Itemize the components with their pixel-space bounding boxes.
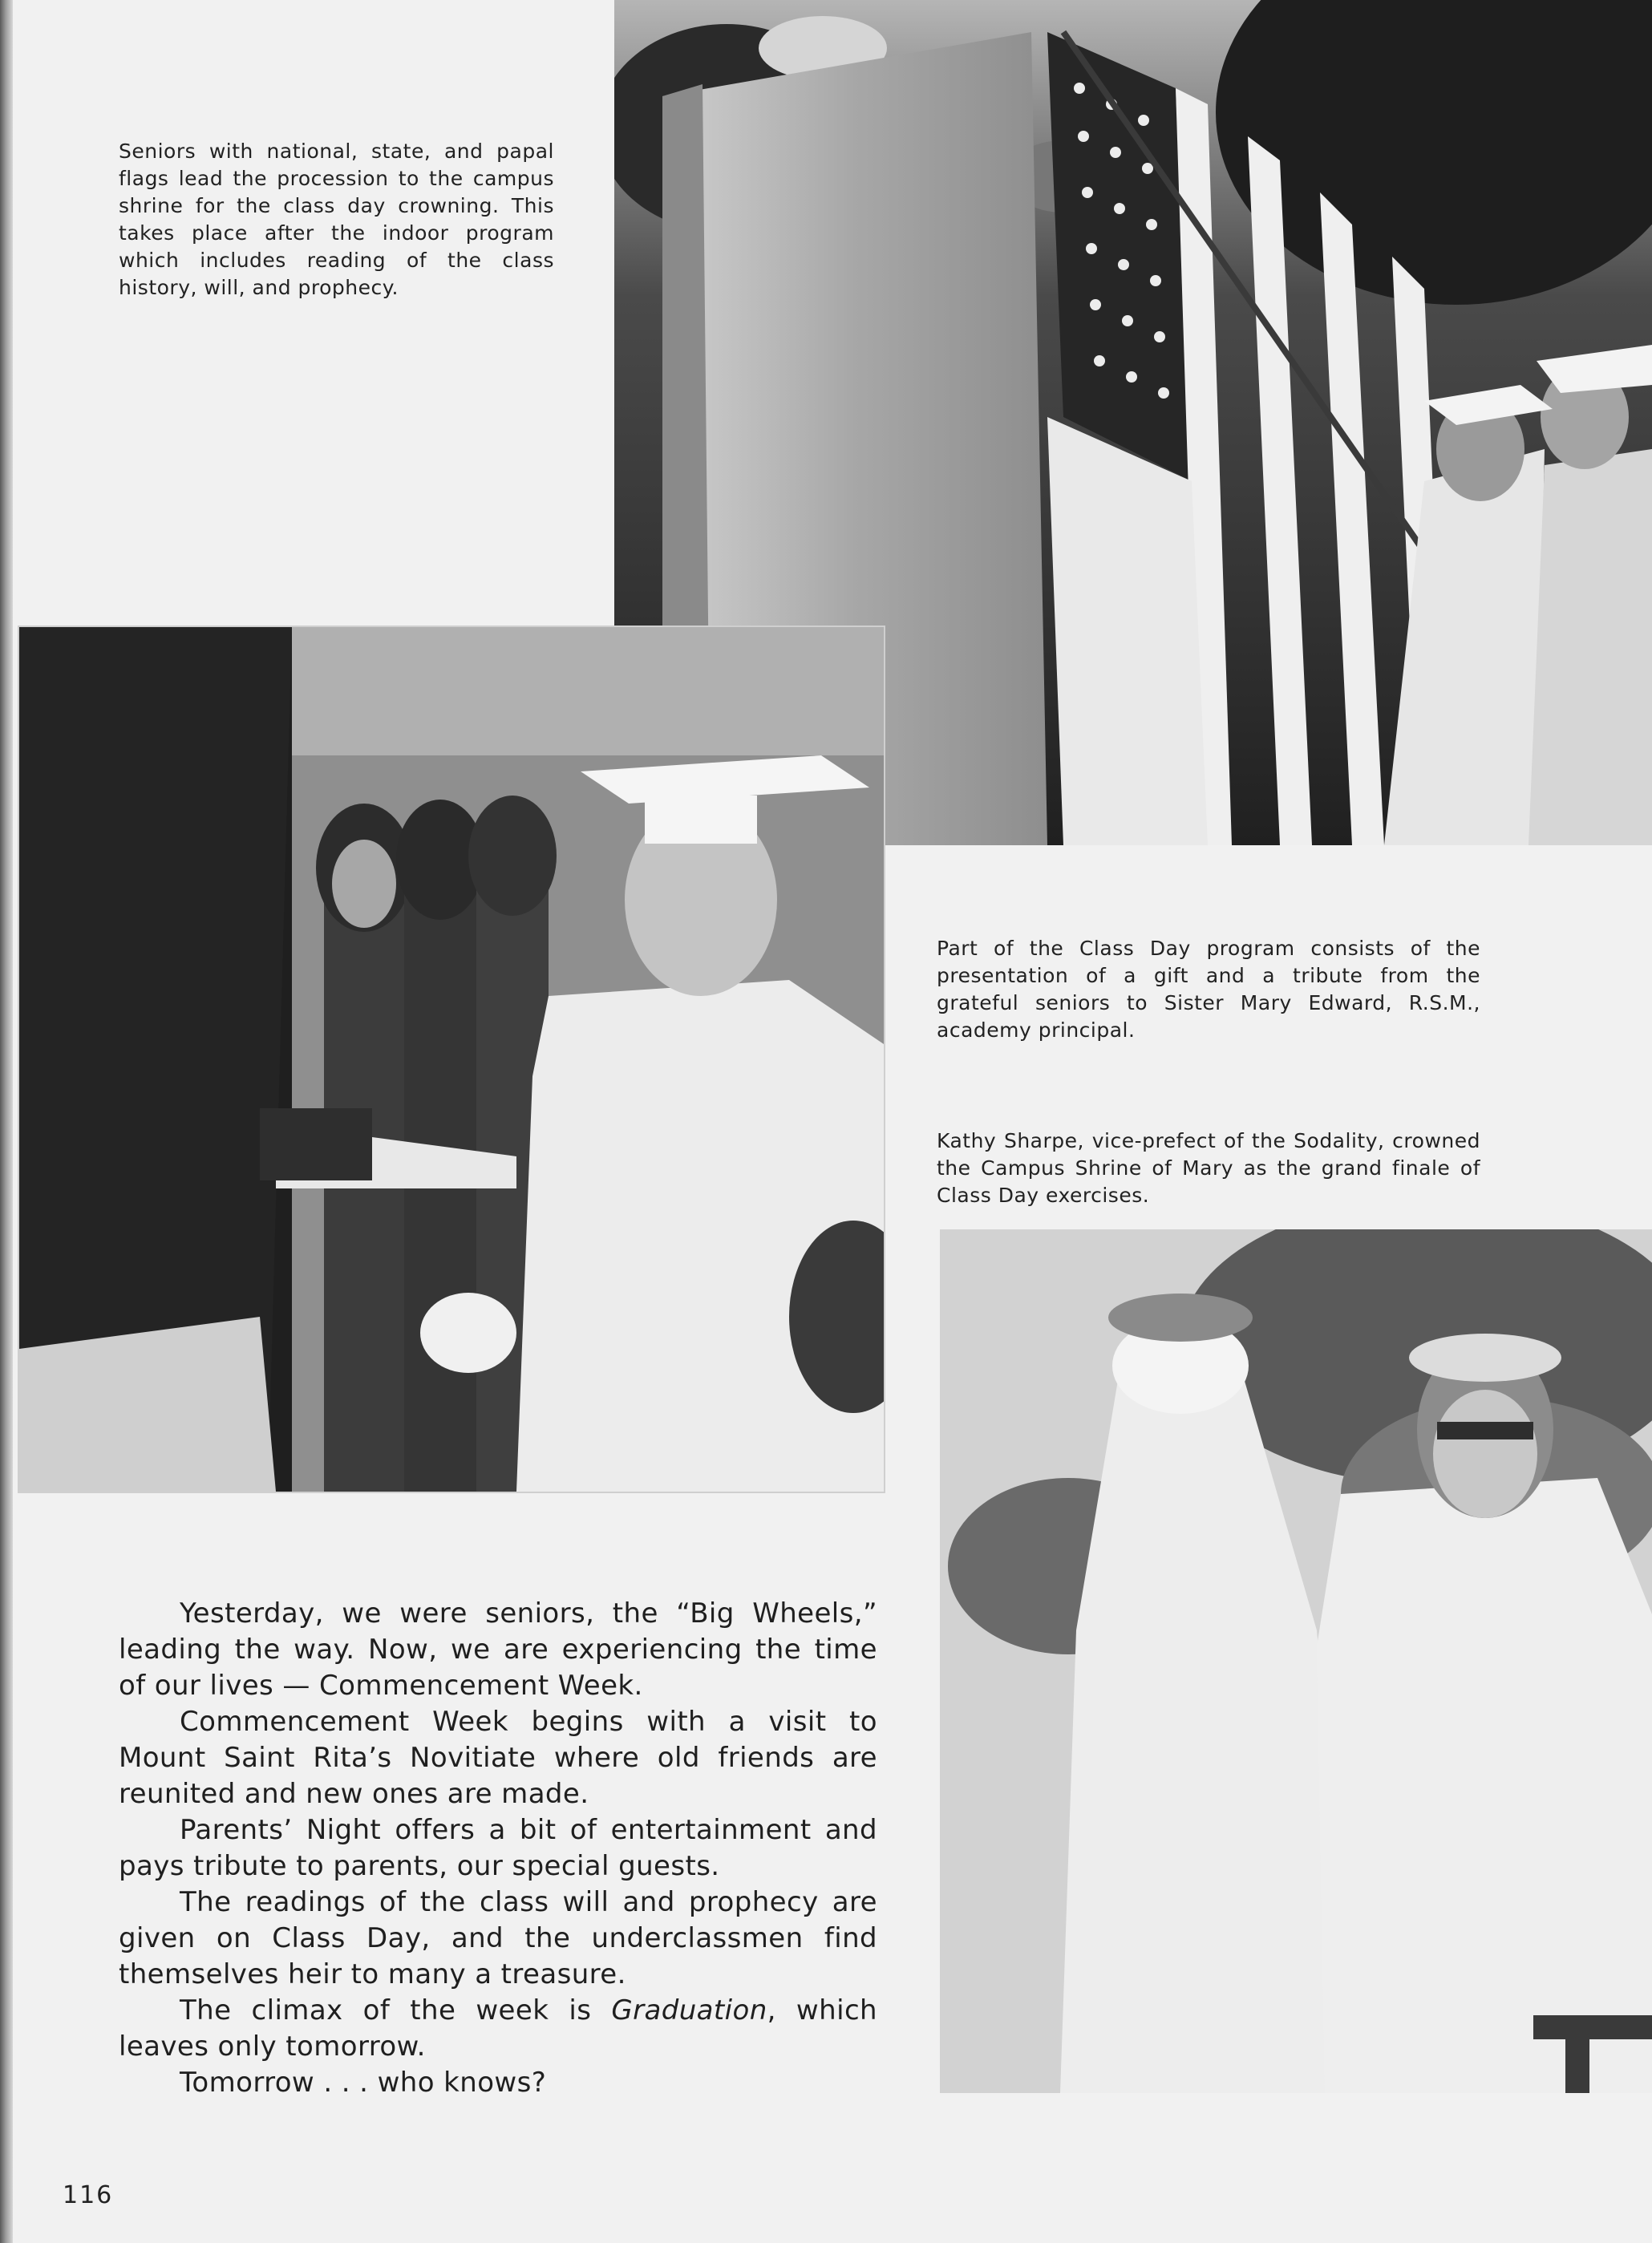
- body-text-run: , which leaves only tomorrow.: [119, 1994, 877, 2063]
- tribute-presentation-photo: [18, 626, 885, 1493]
- commencement-week-text: [119, 1596, 877, 2101]
- shrine-crowning-photo: [940, 1229, 1652, 2093]
- body-paragraph: Parents’ Night offers a bit of entertainment and pays tribute to parents, our special guests.: [119, 1814, 877, 1882]
- body-paragraph: The readings of the class will and prophecy are given on Class Day, and the underclassmen find themselves heir to many a treasure.: [119, 1886, 877, 1990]
- graduation-emphasis: Graduation: [611, 1994, 767, 2026]
- body-paragraph: Commencement Week begins with a visit to Mount Saint Rita’s Novitiate where old friends are reunited and new ones are made.: [119, 1706, 877, 1810]
- body-paragraph: Yesterday, we were seniors, the “Big Wheels,” leading the way. Now, we are experiencing the time of our lives — Commencement Week.: [119, 1597, 877, 1702]
- binding-edge: [0, 0, 13, 2243]
- caption-flag-procession: Seniors with national, state, and papal flags lead the procession to the campus shrine for the class day crowning. This takes place after the indoor program which includes reading of the class history, will, and prophecy.: [119, 140, 554, 299]
- body-text-run: The climax of the week is: [180, 1994, 612, 2026]
- body-paragraph: [119, 1993, 877, 2065]
- body-paragraph: Tomorrow . . . who knows?: [180, 2067, 547, 2099]
- caption-tribute: Part of the Class Day program consists of the presentation of a gift and a tribute from the grateful seniors to Sister Mary Edward, R.S.M., academy principal.: [937, 937, 1480, 1042]
- caption-crowning: Kathy Sharpe, vice-prefect of the Sodality, crowned the Campus Shrine of Mary as the grand finale of Class Day exercises.: [937, 1129, 1480, 1207]
- page-number: 116: [63, 2181, 114, 2209]
